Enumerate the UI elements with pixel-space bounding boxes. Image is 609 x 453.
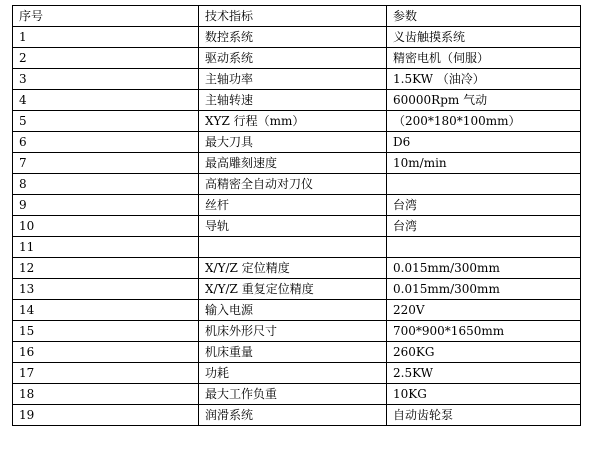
spec-value-cell: 10m/min bbox=[387, 153, 581, 174]
row-index-cell: 14 bbox=[13, 300, 199, 321]
table-row bbox=[13, 174, 581, 195]
column-header-value: 参数 bbox=[387, 6, 581, 27]
spec-name-cell bbox=[199, 237, 387, 258]
row-index-cell: 5 bbox=[13, 111, 199, 132]
row-index-cell: 6 bbox=[13, 132, 199, 153]
spec-name-cell: 驱动系统 bbox=[199, 48, 387, 69]
spec-name-cell: 数控系统 bbox=[199, 27, 387, 48]
table-header-row bbox=[13, 6, 581, 27]
row-index-cell: 15 bbox=[13, 321, 199, 342]
row-index-cell: 17 bbox=[13, 363, 199, 384]
spec-name-cell: 输入电源 bbox=[199, 300, 387, 321]
row-index-cell: 18 bbox=[13, 384, 199, 405]
column-header-index: 序号 bbox=[13, 6, 199, 27]
spec-value-cell: 台湾 bbox=[387, 216, 581, 237]
spec-name-cell: 机床重量 bbox=[199, 342, 387, 363]
row-index-cell: 2 bbox=[13, 48, 199, 69]
spec-name-cell: 功耗 bbox=[199, 363, 387, 384]
table-row bbox=[13, 132, 581, 153]
spec-value-cell: 10KG bbox=[387, 384, 581, 405]
table-row bbox=[13, 48, 581, 69]
spec-value-cell: 义齿触摸系统 bbox=[387, 27, 581, 48]
spec-value-cell: （200*180*100mm） bbox=[387, 111, 581, 132]
spec-name-cell: 最大工作负重 bbox=[199, 384, 387, 405]
column-header-spec: 技术指标 bbox=[199, 6, 387, 27]
table-row bbox=[13, 300, 581, 321]
spec-value-cell: 0.015mm/300mm bbox=[387, 258, 581, 279]
table-row bbox=[13, 363, 581, 384]
row-index-cell: 16 bbox=[13, 342, 199, 363]
table-row bbox=[13, 111, 581, 132]
spec-value-cell: 220V bbox=[387, 300, 581, 321]
spec-value-cell: 台湾 bbox=[387, 195, 581, 216]
row-index-cell: 13 bbox=[13, 279, 199, 300]
spec-name-cell: 最大刀具 bbox=[199, 132, 387, 153]
spec-value-cell: 精密电机（伺服） bbox=[387, 48, 581, 69]
table-row bbox=[13, 258, 581, 279]
spec-value-cell: 1.5KW （油冷） bbox=[387, 69, 581, 90]
table-row bbox=[13, 237, 581, 258]
spec-name-cell: 润滑系统 bbox=[199, 405, 387, 426]
table-row bbox=[13, 216, 581, 237]
spec-value-cell: 0.015mm/300mm bbox=[387, 279, 581, 300]
spec-table bbox=[12, 5, 581, 426]
spec-name-cell: 最高雕刻速度 bbox=[199, 153, 387, 174]
table-row bbox=[13, 384, 581, 405]
spec-name-cell: X/Y/Z 定位精度 bbox=[199, 258, 387, 279]
table-row bbox=[13, 342, 581, 363]
row-index-cell: 9 bbox=[13, 195, 199, 216]
table-row bbox=[13, 279, 581, 300]
row-index-cell: 8 bbox=[13, 174, 199, 195]
spec-name-cell: X/Y/Z 重复定位精度 bbox=[199, 279, 387, 300]
spec-value-cell: 700*900*1650mm bbox=[387, 321, 581, 342]
table-row bbox=[13, 405, 581, 426]
table-row bbox=[13, 27, 581, 48]
row-index-cell: 4 bbox=[13, 90, 199, 111]
spec-value-cell: D6 bbox=[387, 132, 581, 153]
row-index-cell: 12 bbox=[13, 258, 199, 279]
spec-name-cell: 机床外形尺寸 bbox=[199, 321, 387, 342]
spec-name-cell: 导轨 bbox=[199, 216, 387, 237]
row-index-cell: 3 bbox=[13, 69, 199, 90]
table-row bbox=[13, 90, 581, 111]
spec-name-cell: 丝杆 bbox=[199, 195, 387, 216]
row-index-cell: 10 bbox=[13, 216, 199, 237]
spec-name-cell: XYZ 行程（mm） bbox=[199, 111, 387, 132]
spec-value-cell bbox=[387, 174, 581, 195]
row-index-cell: 7 bbox=[13, 153, 199, 174]
spec-name-cell: 主轴转速 bbox=[199, 90, 387, 111]
table-row bbox=[13, 195, 581, 216]
row-index-cell: 19 bbox=[13, 405, 199, 426]
spec-name-cell: 主轴功率 bbox=[199, 69, 387, 90]
spec-value-cell: 60000Rpm 气动 bbox=[387, 90, 581, 111]
table-row bbox=[13, 321, 581, 342]
spec-value-cell: 自动齿轮泵 bbox=[387, 405, 581, 426]
table-row bbox=[13, 69, 581, 90]
row-index-cell: 1 bbox=[13, 27, 199, 48]
row-index-cell: 11 bbox=[13, 237, 199, 258]
spec-name-cell: 高精密全自动对刀仪 bbox=[199, 174, 387, 195]
spec-value-cell: 260KG bbox=[387, 342, 581, 363]
spec-value-cell bbox=[387, 237, 581, 258]
spec-value-cell: 2.5KW bbox=[387, 363, 581, 384]
table-row bbox=[13, 153, 581, 174]
